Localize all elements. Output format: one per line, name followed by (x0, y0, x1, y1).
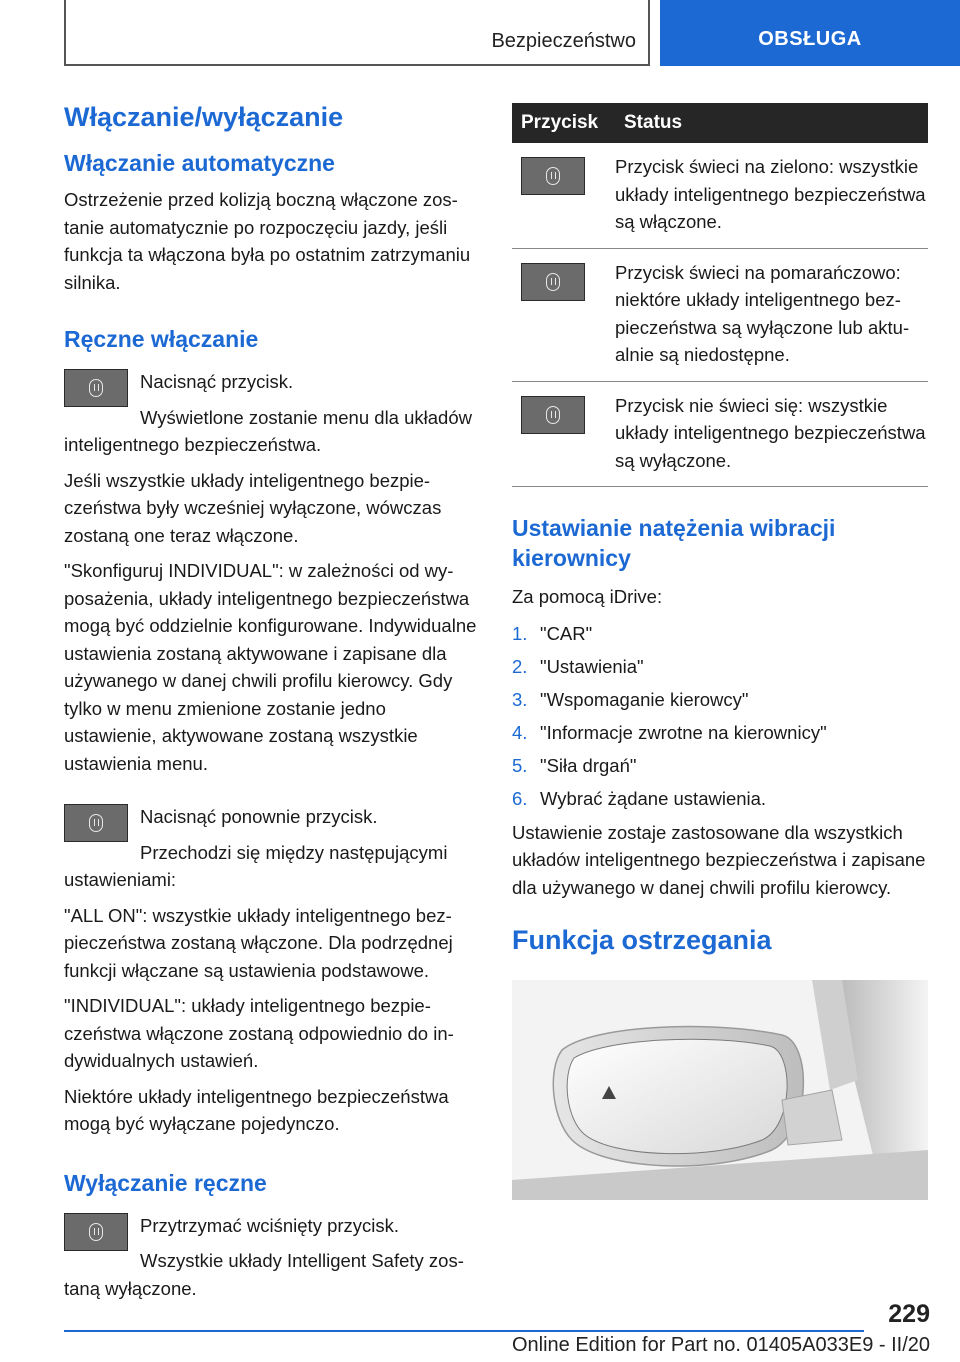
step-toggles-settings: Przechodzi się między następującymi ustawieniami: (64, 841, 448, 890)
list-item: 5. "Siła drgań" (512, 754, 637, 776)
paragraph-applied: Ustawienie zostaje zastosowane dla wszystkich układów inteligentnego bezpieczeństwa i zapisane dla używanego w danej chwili profilu kierowcy. (512, 821, 926, 898)
table-cell-status: Przycisk świeci na zielono: wszystkie układy inteligentnego bezpieczeństwa są włączone. (615, 143, 928, 248)
side-mirror-illustration (512, 980, 928, 1200)
button-off-image (521, 396, 585, 434)
paragraph-some-off: Niektóre układy inteligentnego bezpieczeństwa mogą być wyłączane pojedynczo. (64, 1085, 449, 1134)
list-item: 6. Wybrać żądane ustawienia. (512, 787, 767, 809)
table-row (512, 248, 928, 381)
table-header-button: Przycisk (512, 103, 615, 143)
header-chapter-tab: OBSŁUGA (660, 0, 960, 66)
button-green-image (521, 157, 585, 195)
header-rule (64, 64, 650, 66)
safety-icon (546, 406, 560, 424)
safety-icon (89, 379, 103, 397)
steps-list (512, 617, 928, 815)
table-row (512, 143, 928, 248)
list-item: 2. "Ustawienia" (512, 655, 644, 677)
button-instruction-1 (64, 368, 480, 459)
table-cell-status: Przycisk świeci na pomarańczowo: niektóre układy inteligentnego bezpieczeństwa są wyłączone lub aktualnie są niedostępne. (615, 248, 928, 381)
safety-icon (546, 167, 560, 185)
button-instruction-3 (64, 1212, 480, 1303)
intelligent-safety-button-image (64, 1213, 128, 1251)
step-hold-button: Przytrzymać wciśnięty przycisk. (140, 1214, 400, 1236)
footer-edition: Online Edition for Part no. 01405A033E9 - II/20 (511, 1334, 930, 1356)
intelligent-safety-button-image (64, 369, 128, 407)
list-item: 4. "Informacje zwrotne na kierownicy" (512, 721, 827, 743)
paragraph-auto-on: Ostrzeżenie przed kolizją boczną włączone zostanie automatycznie po rozpoczęciu jazdy, jeśli funkcja ta włączona była po ostatnim zatrzymaniu silnika. (64, 189, 471, 293)
safety-icon (546, 273, 560, 291)
safety-icon (89, 1223, 103, 1241)
paragraph-individual-2: "INDIVIDUAL": układy inteligentnego bezpieczeństwa włączone zostaną odpowiednio do indywidualnych ustawień. (64, 995, 454, 1071)
heading-auto-on: Włączanie automatyczne (64, 150, 335, 176)
side-mirror-drawing (512, 980, 928, 1200)
table-row (512, 381, 928, 487)
table-cell-status: Przycisk nie świeci się: wszystkie układy inteligentnego bezpieczeństwa są wyłączone. (615, 381, 928, 487)
step-press-button: Nacisnąć przycisk. (140, 371, 294, 392)
list-item: 1. "CAR" (512, 622, 593, 644)
button-orange-image (521, 263, 585, 301)
heading-on-off: Włączanie/wyłączanie (64, 102, 344, 132)
paragraph-idrive: Za pomocą iDrive: (512, 586, 663, 607)
table-header-status: Status (615, 103, 928, 143)
page-number: 229 (888, 1300, 930, 1328)
button-instruction-2 (64, 803, 480, 894)
heading-warning: Funkcja ostrzegania (512, 925, 772, 955)
left-column (64, 100, 480, 1302)
list-item: 3. "Wspomaganie kierowcy" (512, 688, 749, 710)
step-press-again: Nacisnąć ponownie przycisk. (140, 806, 378, 827)
heading-vibration: Ustawianie natężenia wibracji kierownicy (512, 515, 836, 571)
table-cell-icon (512, 248, 615, 381)
step-menu-shown: Wyświetlone zostanie menu dla układów inteligentnego bezpieczeństwa. (64, 406, 472, 455)
heading-manual-on: Ręczne włączanie (64, 326, 259, 352)
safety-icon (89, 814, 103, 832)
button-status-table (512, 103, 928, 487)
table-header-row (512, 103, 928, 143)
header-right-border (648, 0, 650, 66)
table-cell-icon (512, 143, 615, 248)
intelligent-safety-button-image (64, 804, 128, 842)
right-column (512, 103, 928, 1005)
paragraph-all-off: Jeśli wszystkie układy inteligentnego bezpieczeństwa były wcześniej wyłączone, wówczas zostaną one teraz włączone. (64, 469, 442, 546)
heading-manual-off: Wyłączanie ręczne (64, 1169, 267, 1196)
footer-rule (64, 1330, 864, 1332)
paragraph-individual: "Skonfiguruj INDIVIDUAL": w zależności od wyposażenia, układy inteligentnego bezpieczeństwa mogą być oddzielnie konfigurowane. Indywidualne ustawienia zostaną aktywowane i zapisane dla używanego w danej chwili profilu kierowcy. Gdy tylko w menu zmienione zostanie jedno ustawienie, aktywowane zostaną wszystkie ustawienia menu. (64, 560, 477, 774)
table-cell-icon (512, 381, 615, 487)
step-all-off: Wszystkie układy Intelligent Safety zostaną wyłączone. (64, 1250, 464, 1299)
paragraph-all-on: "ALL ON": wszystkie układy inteligentnego bezpieczeństwa zostaną włączone. Dla podrzędnej funkcji włączane są ustawienia podstawowe. (64, 904, 453, 981)
header-section-title: Bezpieczeństwo (491, 30, 636, 52)
